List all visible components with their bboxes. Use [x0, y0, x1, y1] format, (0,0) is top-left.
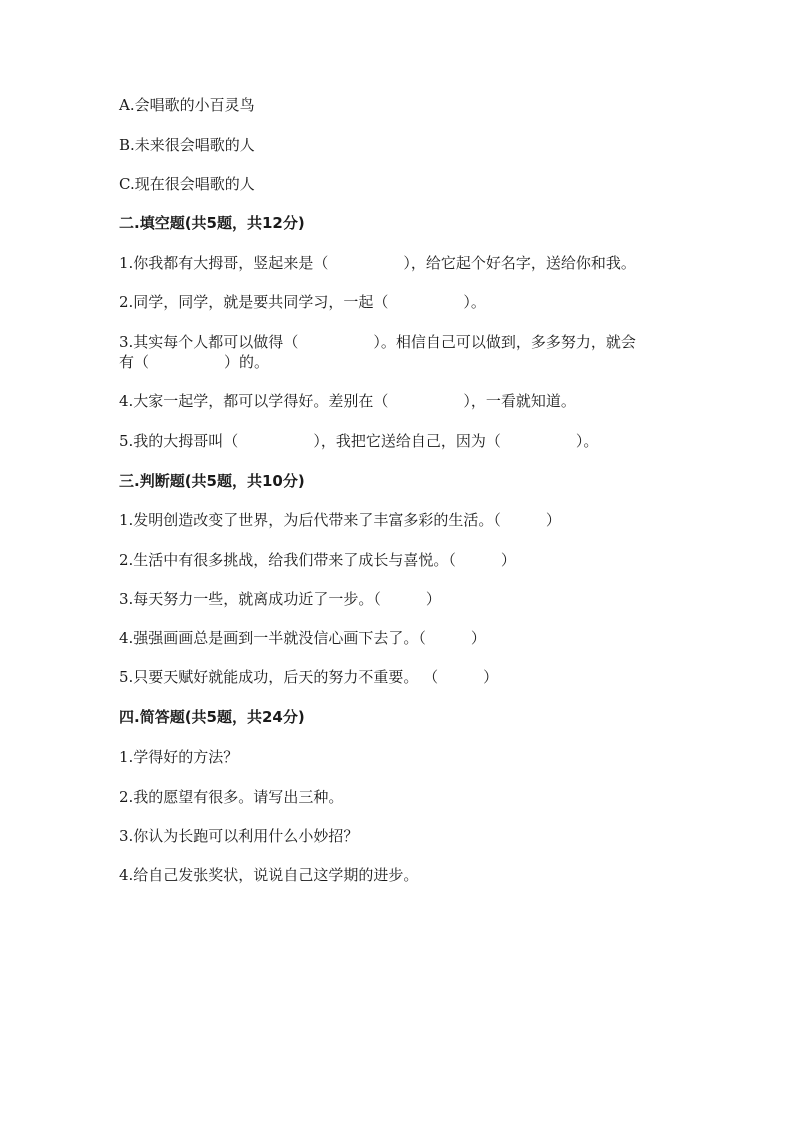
fill-in-question-3-continued: 有（ ）的。: [119, 353, 270, 371]
section-heading-short-answer: 四.简答题(共5题，共24分): [119, 708, 305, 726]
fill-in-question-2: 2.同学，同学，就是要共同学习，一起（ ）。: [119, 293, 486, 311]
fill-in-question-1: 1.你我都有大拇哥，竖起来是（ ），给它起个好名字，送给你和我。: [119, 254, 636, 272]
option-c: C.现在很会唱歌的人: [119, 175, 255, 193]
true-false-question-5: 5.只要天赋好就能成功，后天的努力不重要。 （ ）: [119, 668, 499, 686]
true-false-question-3: 3.每天努力一些，就离成功近了一步。（ ）: [119, 590, 441, 608]
fill-in-question-5: 5.我的大拇哥叫（ ），我把它送给自己，因为（ ）。: [119, 432, 599, 450]
short-answer-question-2: 2.我的愿望有很多。请写出三种。: [119, 788, 344, 806]
short-answer-question-3: 3.你认为长跑可以利用什么小妙招？: [119, 827, 359, 845]
short-answer-question-1: 1.学得好的方法？: [119, 748, 239, 766]
short-answer-question-4: 4.给自己发张奖状，说说自己这学期的进步。: [119, 866, 419, 884]
fill-in-question-4: 4.大家一起学，都可以学得好。差别在（ ），一看就知道。: [119, 392, 576, 410]
fill-in-question-3: 3.其实每个人都可以做得（ ）。相信自己可以做到，多多努力，就会: [119, 333, 636, 351]
section-heading-true-false: 三.判断题(共5题，共10分): [119, 472, 305, 490]
option-b: B.未来很会唱歌的人: [119, 136, 255, 154]
true-false-question-1: 1.发明创造改变了世界，为后代带来了丰富多彩的生活。（ ）: [119, 511, 561, 529]
true-false-question-2: 2.生活中有很多挑战，给我们带来了成长与喜悦。（ ）: [119, 551, 516, 569]
true-false-question-4: 4.强强画画总是画到一半就没信心画下去了。（ ）: [119, 629, 486, 647]
option-a: A.会唱歌的小百灵鸟: [119, 96, 255, 114]
section-heading-fill-in: 二.填空题(共5题，共12分): [119, 214, 305, 232]
